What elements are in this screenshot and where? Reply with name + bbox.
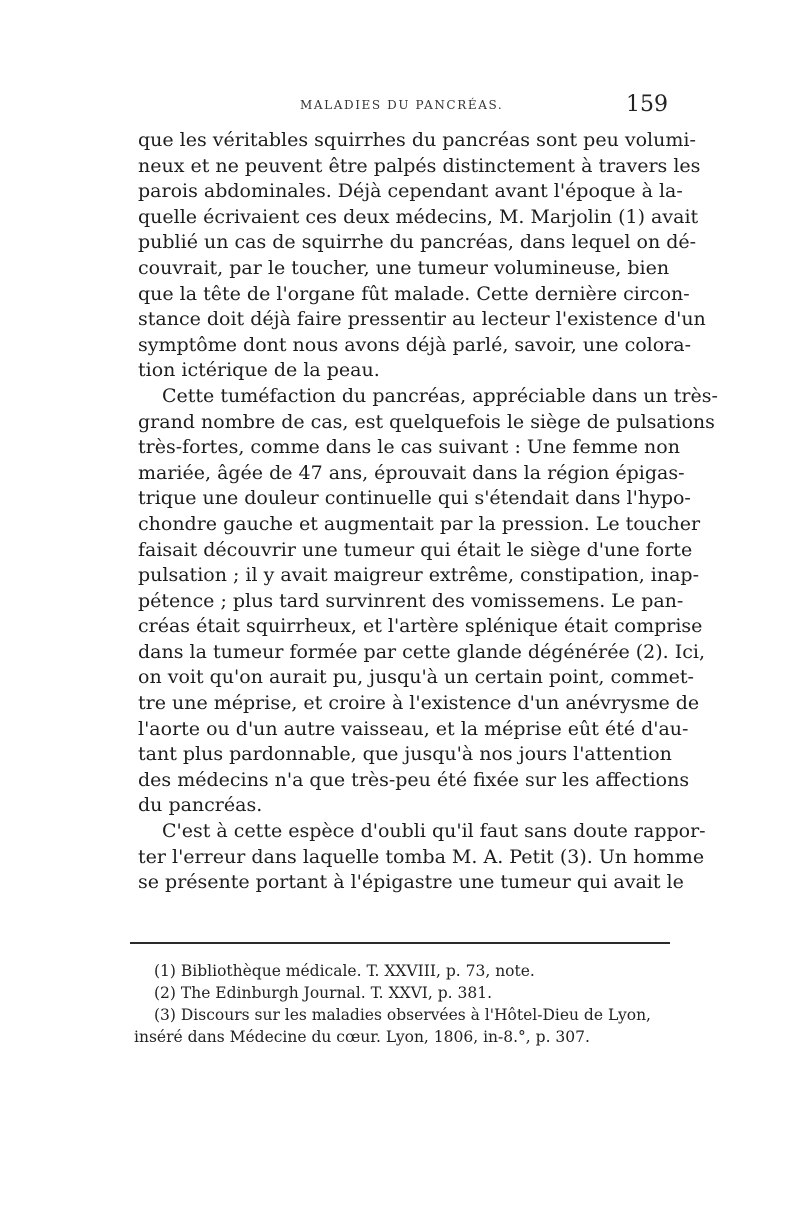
running-head (140, 92, 668, 120)
footnote-2: (2) The Edinburgh Journal. T. XXVI, p. 381. (154, 984, 493, 1002)
text-line: que la tête de l'organe fût malade. Cette dernière circon- (138, 282, 690, 305)
page-number: 159 (626, 92, 668, 117)
text-line: trique une douleur continuelle qui s'étendait dans l'hypo- (138, 487, 691, 510)
text-line: neux et ne peuvent être palpés distinctement à travers les (138, 154, 701, 177)
paragraph-start-line: Cette tuméfaction du pancréas, appréciable dans un très- (162, 384, 718, 407)
footnote-3-continuation: inséré dans Médecine du cœur. Lyon, 1806, in-8.°, p. 307. (134, 1028, 590, 1046)
text-line: on voit qu'on aurait pu, jusqu'à un certain point, commet- (138, 666, 694, 689)
text-line: créas était squirrheux, et l'artère splénique était comprise (138, 615, 703, 638)
footnote-rule (130, 942, 670, 944)
text-line: chondre gauche et augmentait par la pression. Le toucher (138, 512, 701, 535)
text-line: tant plus pardonnable, que jusqu'à nos jours l'attention (138, 743, 672, 766)
text-line: parois abdominales. Déjà cependant avant l'époque à la- (138, 180, 683, 203)
text-line: tre une méprise, et croire à l'existence d'un anévrysme de (138, 692, 700, 715)
body-text (138, 128, 718, 896)
text-line: quelle écrivaient ces deux médecins, M. Marjolin (1) avait (138, 205, 699, 228)
text-line: des médecins n'a que très-peu été fixée sur les affections (138, 768, 690, 791)
text-line: pulsation ; il y avait maigreur extrême, constipation, inap- (138, 564, 700, 587)
text-line: publié un cas de squirrhe du pancréas, dans lequel on dé- (138, 231, 697, 254)
text-line: l'aorte ou d'un autre vaisseau, et la méprise eût été d'au- (138, 717, 689, 740)
running-title: MALADIES DU PANCRÉAS. (300, 98, 504, 112)
text-line: mariée, âgée de 47 ans, éprouvait dans la région épigas- (138, 461, 685, 484)
text-line: que les véritables squirrhes du pancréas sont peu volumi- (138, 129, 696, 151)
text-line: stance doit déjà faire pressentir au lecteur l'existence d'un (138, 308, 706, 331)
text-line: couvrait, par le toucher, une tumeur volumineuse, bien (138, 256, 670, 279)
footnote-1: (1) Bibliothèque médicale. T. XXVIII, p. 73, note. (154, 962, 535, 980)
text-line: grand nombre de cas, est quelquefois le siège de pulsations (138, 410, 715, 433)
text-line: se présente portant à l'épigastre une tumeur qui avait le (138, 871, 684, 894)
text-line: tion ictérique de la peau. (138, 359, 380, 382)
text-line: pétence ; plus tard survinrent des vomissemens. Le pan- (138, 589, 684, 612)
footnotes (134, 960, 670, 1048)
text-line: faisait découvrir une tumeur qui était le siège d'une forte (138, 538, 693, 561)
text-line: dans la tumeur formée par cette glande dégénérée (2). Ici, (138, 640, 706, 663)
footnote-3: (3) Discours sur les maladies observées à l'Hôtel-Dieu de Lyon, (154, 1006, 651, 1024)
text-line: très-fortes, comme dans le cas suivant : Une femme non (138, 436, 680, 459)
text-line: du pancréas. (138, 794, 263, 817)
text-line: ter l'erreur dans laquelle tomba M. A. Petit (3). Un homme (138, 845, 705, 868)
paragraph-start-line: C'est à cette espèce d'oubli qu'il faut sans doute rappor- (162, 820, 706, 843)
text-line: symptôme dont nous avons déjà parlé, savoir, une colora- (138, 333, 692, 356)
